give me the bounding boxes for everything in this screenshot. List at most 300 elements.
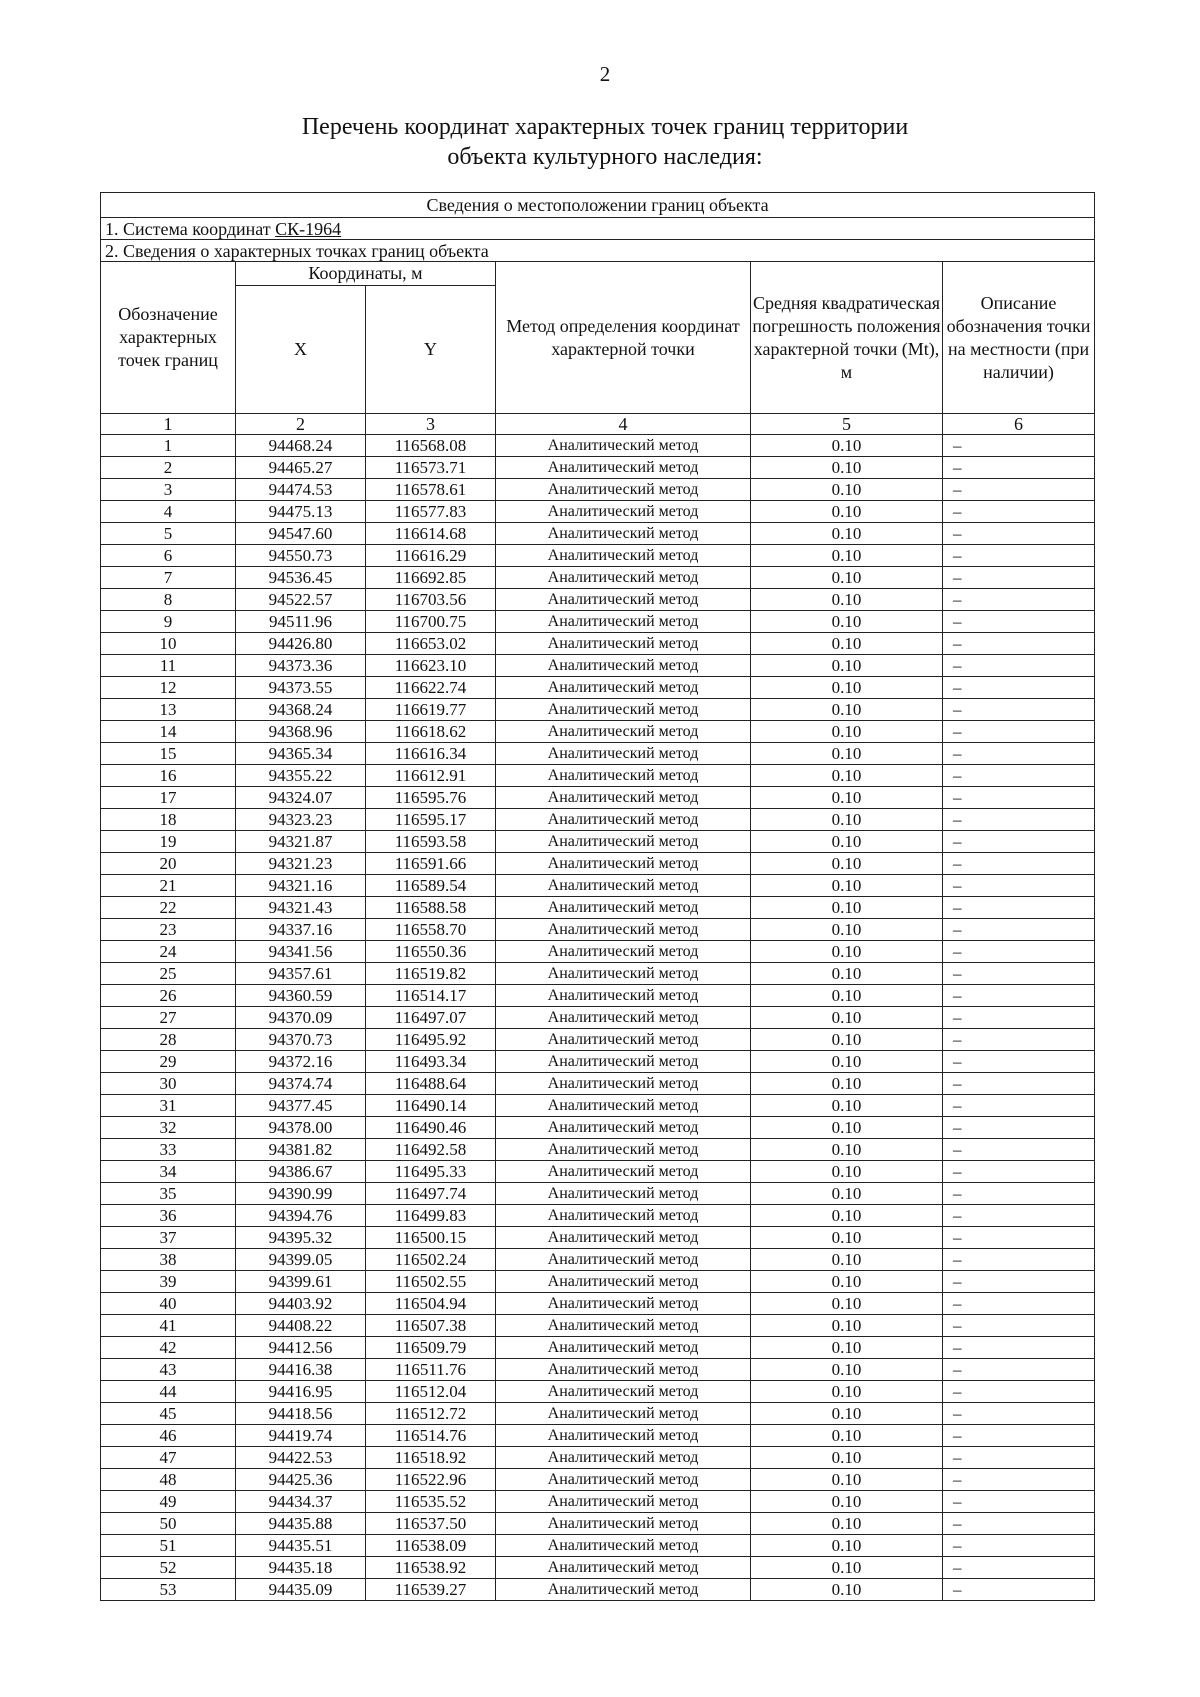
method-cell: Аналитический метод [496,1337,751,1359]
method-cell: Аналитический метод [496,853,751,875]
point-number-cell: 47 [101,1447,236,1469]
point-number-cell: 7 [101,567,236,589]
x-coordinate-cell: 94475.13 [236,501,366,523]
method-cell: Аналитический метод [496,1381,751,1403]
point-number-cell: 38 [101,1249,236,1271]
error-cell: 0.10 [751,919,943,941]
method-cell: Аналитический метод [496,655,751,677]
table-row [101,721,1095,743]
method-cell: Аналитический метод [496,765,751,787]
error-cell: 0.10 [751,809,943,831]
y-coordinate-cell: 116500.15 [366,1227,496,1249]
x-coordinate-cell: 94435.09 [236,1579,366,1601]
point-number-cell: 29 [101,1051,236,1073]
method-cell: Аналитический метод [496,831,751,853]
y-coordinate-cell: 116502.24 [366,1249,496,1271]
y-coordinate-cell: 116518.92 [366,1447,496,1469]
error-cell: 0.10 [751,1227,943,1249]
table-row [101,875,1095,897]
table-row [101,1491,1095,1513]
y-coordinate-cell: 116514.17 [366,985,496,1007]
table-row [101,1403,1095,1425]
point-number-cell: 8 [101,589,236,611]
description-cell: – [943,457,1095,479]
x-coordinate-cell: 94381.82 [236,1139,366,1161]
method-cell: Аналитический метод [496,567,751,589]
method-cell: Аналитический метод [496,545,751,567]
description-cell: – [943,809,1095,831]
description-cell: – [943,1513,1095,1535]
error-cell: 0.10 [751,589,943,611]
error-cell: 0.10 [751,699,943,721]
x-coordinate-cell: 94394.76 [236,1205,366,1227]
y-coordinate-cell: 116490.14 [366,1095,496,1117]
point-number-cell: 52 [101,1557,236,1579]
description-cell: – [943,1227,1095,1249]
x-coordinate-cell: 94390.99 [236,1183,366,1205]
point-number-cell: 12 [101,677,236,699]
error-cell: 0.10 [751,611,943,633]
x-coordinate-cell: 94386.67 [236,1161,366,1183]
header-x: X [236,286,366,414]
error-cell: 0.10 [751,1073,943,1095]
method-cell: Аналитический метод [496,435,751,457]
point-number-cell: 31 [101,1095,236,1117]
error-cell: 0.10 [751,457,943,479]
error-cell: 0.10 [751,1205,943,1227]
x-coordinate-cell: 94522.57 [236,589,366,611]
point-number-cell: 22 [101,897,236,919]
point-number-cell: 23 [101,919,236,941]
x-coordinate-cell: 94435.88 [236,1513,366,1535]
description-cell: – [943,1073,1095,1095]
point-number-cell: 20 [101,853,236,875]
y-coordinate-cell: 116568.08 [366,435,496,457]
point-number-cell: 53 [101,1579,236,1601]
description-cell: – [943,743,1095,765]
description-cell: – [943,897,1095,919]
point-number-cell: 42 [101,1337,236,1359]
table-row [101,787,1095,809]
method-cell: Аналитический метод [496,1117,751,1139]
error-cell: 0.10 [751,963,943,985]
error-cell: 0.10 [751,479,943,501]
x-coordinate-cell: 94321.16 [236,875,366,897]
x-coordinate-cell: 94434.37 [236,1491,366,1513]
method-cell: Аналитический метод [496,1007,751,1029]
error-cell: 0.10 [751,1579,943,1601]
x-coordinate-cell: 94547.60 [236,523,366,545]
point-number-cell: 41 [101,1315,236,1337]
method-cell: Аналитический метод [496,1227,751,1249]
method-cell: Аналитический метод [496,897,751,919]
point-number-cell: 3 [101,479,236,501]
point-number-cell: 43 [101,1359,236,1381]
method-cell: Аналитический метод [496,1183,751,1205]
method-cell: Аналитический метод [496,941,751,963]
x-coordinate-cell: 94550.73 [236,545,366,567]
method-cell: Аналитический метод [496,1293,751,1315]
y-coordinate-cell: 116577.83 [366,501,496,523]
point-number-cell: 16 [101,765,236,787]
point-number-cell: 40 [101,1293,236,1315]
error-cell: 0.10 [751,435,943,457]
description-cell: – [943,479,1095,501]
table-row [101,1381,1095,1403]
point-number-cell: 24 [101,941,236,963]
method-cell: Аналитический метод [496,1161,751,1183]
error-cell: 0.10 [751,1469,943,1491]
table-row [101,743,1095,765]
description-cell: – [943,699,1095,721]
x-coordinate-cell: 94321.43 [236,897,366,919]
x-coordinate-cell: 94370.09 [236,1007,366,1029]
table-row [101,963,1095,985]
error-cell: 0.10 [751,1447,943,1469]
table-row [101,501,1095,523]
point-number-cell: 4 [101,501,236,523]
error-cell: 0.10 [751,633,943,655]
point-number-cell: 5 [101,523,236,545]
x-coordinate-cell: 94378.00 [236,1117,366,1139]
y-coordinate-cell: 116514.76 [366,1425,496,1447]
table-row [101,1249,1095,1271]
error-cell: 0.10 [751,765,943,787]
y-coordinate-cell: 116522.96 [366,1469,496,1491]
description-cell: – [943,1007,1095,1029]
description-cell: – [943,611,1095,633]
title-line-1: Перечень координат характерных точек границ территории [301,114,909,140]
table-row [101,479,1095,501]
error-cell: 0.10 [751,831,943,853]
description-cell: – [943,1469,1095,1491]
method-cell: Аналитический метод [496,1359,751,1381]
column-number-2: 2 [236,414,366,435]
method-cell: Аналитический метод [496,501,751,523]
x-coordinate-cell: 94373.36 [236,655,366,677]
point-number-cell: 34 [101,1161,236,1183]
method-cell: Аналитический метод [496,699,751,721]
y-coordinate-cell: 116519.82 [366,963,496,985]
x-coordinate-cell: 94468.24 [236,435,366,457]
description-cell: – [943,1557,1095,1579]
y-coordinate-cell: 116558.70 [366,919,496,941]
table-row [101,897,1095,919]
table-row [101,699,1095,721]
description-cell: – [943,1249,1095,1271]
y-coordinate-cell: 116499.83 [366,1205,496,1227]
error-cell: 0.10 [751,941,943,963]
method-cell: Аналитический метод [496,1095,751,1117]
x-coordinate-cell: 94341.56 [236,941,366,963]
error-cell: 0.10 [751,1161,943,1183]
error-cell: 0.10 [751,985,943,1007]
description-cell: – [943,1161,1095,1183]
table-row [101,941,1095,963]
description-cell: – [943,1095,1095,1117]
y-coordinate-cell: 116589.54 [366,875,496,897]
table-row [101,1579,1095,1601]
description-cell: – [943,1117,1095,1139]
description-cell: – [943,1293,1095,1315]
y-coordinate-cell: 116493.34 [366,1051,496,1073]
table-row [101,545,1095,567]
table-row [101,435,1095,457]
method-cell: Аналитический метод [496,809,751,831]
page-number: 2 [599,62,611,86]
y-coordinate-cell: 116509.79 [366,1337,496,1359]
table-row [101,1315,1095,1337]
error-cell: 0.10 [751,1315,943,1337]
y-coordinate-cell: 116595.17 [366,809,496,831]
table-row [101,1095,1095,1117]
y-coordinate-cell: 116502.55 [366,1271,496,1293]
y-coordinate-cell: 116497.07 [366,1007,496,1029]
y-coordinate-cell: 116512.72 [366,1403,496,1425]
x-coordinate-cell: 94324.07 [236,787,366,809]
x-coordinate-cell: 94422.53 [236,1447,366,1469]
x-coordinate-cell: 94370.73 [236,1029,366,1051]
points-section-title: 2. Сведения о характерных точках границ объекта [101,240,1095,262]
header-description: Описание обозначения точки на местности (при наличии) [943,262,1095,414]
y-coordinate-cell: 116488.64 [366,1073,496,1095]
description-cell: – [943,1315,1095,1337]
y-coordinate-cell: 116538.92 [366,1557,496,1579]
error-cell: 0.10 [751,501,943,523]
document-title [0,112,1200,172]
method-cell: Аналитический метод [496,743,751,765]
error-cell: 0.10 [751,1359,943,1381]
y-coordinate-cell: 116539.27 [366,1579,496,1601]
method-cell: Аналитический метод [496,1447,751,1469]
y-coordinate-cell: 116492.58 [366,1139,496,1161]
column-number-6: 6 [943,414,1095,435]
header-y: Y [366,286,496,414]
description-cell: – [943,655,1095,677]
point-number-cell: 14 [101,721,236,743]
y-coordinate-cell: 116622.74 [366,677,496,699]
table-row [101,1117,1095,1139]
point-number-cell: 50 [101,1513,236,1535]
point-number-cell: 25 [101,963,236,985]
point-number-cell: 37 [101,1227,236,1249]
table-row [101,985,1095,1007]
y-coordinate-cell: 116490.46 [366,1117,496,1139]
method-cell: Аналитический метод [496,1469,751,1491]
method-cell: Аналитический метод [496,963,751,985]
method-cell: Аналитический метод [496,1557,751,1579]
x-coordinate-cell: 94416.38 [236,1359,366,1381]
x-coordinate-cell: 94368.24 [236,699,366,721]
point-number-cell: 15 [101,743,236,765]
table-row [101,1183,1095,1205]
error-cell: 0.10 [751,1139,943,1161]
y-coordinate-cell: 116614.68 [366,523,496,545]
x-coordinate-cell: 94321.23 [236,853,366,875]
method-cell: Аналитический метод [496,1491,751,1513]
y-coordinate-cell: 116504.94 [366,1293,496,1315]
y-coordinate-cell: 116507.38 [366,1315,496,1337]
description-cell: – [943,1403,1095,1425]
table-row [101,611,1095,633]
y-coordinate-cell: 116591.66 [366,853,496,875]
point-number-cell: 18 [101,809,236,831]
error-cell: 0.10 [751,1007,943,1029]
table-row [101,1205,1095,1227]
x-coordinate-cell: 94425.36 [236,1469,366,1491]
error-cell: 0.10 [751,1491,943,1513]
description-cell: – [943,787,1095,809]
point-number-cell: 2 [101,457,236,479]
y-coordinate-cell: 116692.85 [366,567,496,589]
method-cell: Аналитический метод [496,919,751,941]
error-cell: 0.10 [751,1381,943,1403]
point-number-cell: 17 [101,787,236,809]
column-number-5: 5 [751,414,943,435]
y-coordinate-cell: 116573.71 [366,457,496,479]
method-cell: Аналитический метод [496,1051,751,1073]
x-coordinate-cell: 94321.87 [236,831,366,853]
y-coordinate-cell: 116595.76 [366,787,496,809]
coordinate-system-name: СК-1964 [275,218,342,239]
error-cell: 0.10 [751,1095,943,1117]
table-row [101,1007,1095,1029]
x-coordinate-cell: 94395.32 [236,1227,366,1249]
description-cell: – [943,523,1095,545]
point-number-cell: 49 [101,1491,236,1513]
description-cell: – [943,1183,1095,1205]
table-row [101,567,1095,589]
table-row [101,1029,1095,1051]
x-coordinate-cell: 94399.05 [236,1249,366,1271]
error-cell: 0.10 [751,875,943,897]
method-cell: Аналитический метод [496,677,751,699]
table-row [101,655,1095,677]
y-coordinate-cell: 116578.61 [366,479,496,501]
error-cell: 0.10 [751,655,943,677]
x-coordinate-cell: 94360.59 [236,985,366,1007]
point-number-cell: 35 [101,1183,236,1205]
coordinate-system-prefix: 1. Система координат [105,218,276,239]
error-cell: 0.10 [751,567,943,589]
description-cell: – [943,1491,1095,1513]
description-cell: – [943,1139,1095,1161]
table-row [101,1271,1095,1293]
error-cell: 0.10 [751,787,943,809]
y-coordinate-cell: 116550.36 [366,941,496,963]
table-row [101,589,1095,611]
error-cell: 0.10 [751,1117,943,1139]
error-cell: 0.10 [751,677,943,699]
y-coordinate-cell: 116495.33 [366,1161,496,1183]
description-cell: – [943,1381,1095,1403]
point-number-cell: 28 [101,1029,236,1051]
y-coordinate-cell: 116495.92 [366,1029,496,1051]
point-number-cell: 11 [101,655,236,677]
description-cell: – [943,501,1095,523]
header-error: Средняя квадратическая погрешность положения характерной точки (Mt), м [751,262,943,414]
table-row [101,1425,1095,1447]
x-coordinate-cell: 94426.80 [236,633,366,655]
y-coordinate-cell: 116588.58 [366,897,496,919]
point-number-cell: 33 [101,1139,236,1161]
point-number-cell: 10 [101,633,236,655]
x-coordinate-cell: 94337.16 [236,919,366,941]
description-cell: – [943,919,1095,941]
y-coordinate-cell: 116612.91 [366,765,496,787]
table-row [101,633,1095,655]
point-number-cell: 32 [101,1117,236,1139]
table-row [101,457,1095,479]
y-coordinate-cell: 116538.09 [366,1535,496,1557]
error-cell: 0.10 [751,897,943,919]
y-coordinate-cell: 116700.75 [366,611,496,633]
description-cell: – [943,765,1095,787]
x-coordinate-cell: 94377.45 [236,1095,366,1117]
method-cell: Аналитический метод [496,1029,751,1051]
x-coordinate-cell: 94373.55 [236,677,366,699]
column-number-1: 1 [101,414,236,435]
description-cell: – [943,941,1095,963]
coordinate-system [101,218,1095,240]
point-number-cell: 46 [101,1425,236,1447]
point-number-cell: 44 [101,1381,236,1403]
x-coordinate-cell: 94435.51 [236,1535,366,1557]
x-coordinate-cell: 94399.61 [236,1271,366,1293]
error-cell: 0.10 [751,1293,943,1315]
column-number-4: 4 [496,414,751,435]
error-cell: 0.10 [751,743,943,765]
description-cell: – [943,567,1095,589]
table-row [101,677,1095,699]
method-cell: Аналитический метод [496,1535,751,1557]
description-cell: – [943,677,1095,699]
error-cell: 0.10 [751,853,943,875]
x-coordinate-cell: 94355.22 [236,765,366,787]
table-row [101,1513,1095,1535]
x-coordinate-cell: 94474.53 [236,479,366,501]
error-cell: 0.10 [751,1403,943,1425]
y-coordinate-cell: 116616.29 [366,545,496,567]
method-cell: Аналитический метод [496,1513,751,1535]
method-cell: Аналитический метод [496,479,751,501]
method-cell: Аналитический метод [496,611,751,633]
table-row [101,1051,1095,1073]
point-number-cell: 13 [101,699,236,721]
description-cell: – [943,963,1095,985]
method-cell: Аналитический метод [496,1579,751,1601]
table-row [101,1161,1095,1183]
description-cell: – [943,831,1095,853]
description-cell: – [943,1579,1095,1601]
method-cell: Аналитический метод [496,589,751,611]
x-coordinate-cell: 94435.18 [236,1557,366,1579]
header-coordinates: Координаты, м [236,262,496,286]
x-coordinate-cell: 94372.16 [236,1051,366,1073]
error-cell: 0.10 [751,1337,943,1359]
y-coordinate-cell: 116535.52 [366,1491,496,1513]
point-number-cell: 26 [101,985,236,1007]
method-cell: Аналитический метод [496,1425,751,1447]
y-coordinate-cell: 116511.76 [366,1359,496,1381]
description-cell: – [943,1029,1095,1051]
method-cell: Аналитический метод [496,875,751,897]
method-cell: Аналитический метод [496,457,751,479]
error-cell: 0.10 [751,523,943,545]
description-cell: – [943,875,1095,897]
coordinates-table [100,192,1095,1601]
method-cell: Аналитический метод [496,1403,751,1425]
